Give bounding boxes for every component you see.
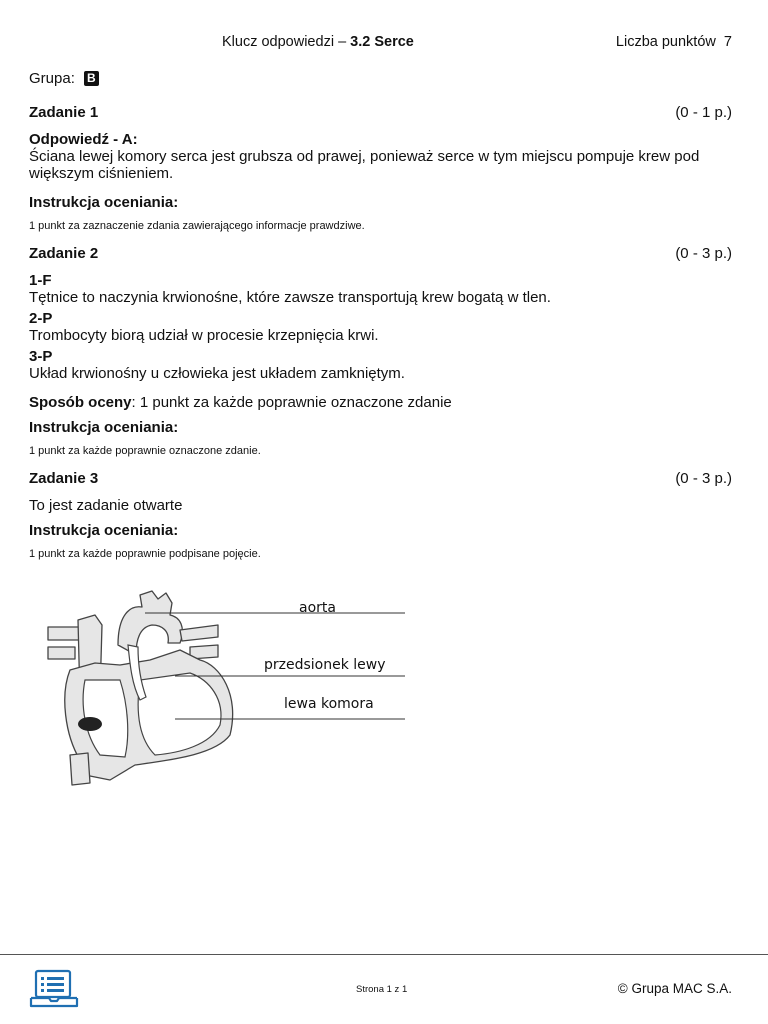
label-aorta: aorta bbox=[299, 600, 336, 616]
task2-instruction-label: Instrukcja oceniania: bbox=[29, 419, 179, 436]
header-title-topic: 3.2 Serce bbox=[350, 34, 414, 50]
heart-vessel-left-upper bbox=[48, 627, 80, 640]
heart-inferior-vena-cava bbox=[70, 753, 90, 785]
task2-item-key: 3-P bbox=[29, 348, 53, 365]
task2-method-text: : 1 punkt za każde poprawnie oznaczone zdanie bbox=[131, 394, 452, 411]
label-left-atrium: przedsionek lewy bbox=[264, 657, 386, 673]
group-label: Grupa: bbox=[29, 70, 75, 87]
copyright: © Grupa MAC S.A. bbox=[617, 981, 732, 996]
task1-instruction-label: Instrukcja oceniania: bbox=[29, 194, 179, 211]
task3-text: To jest zadanie otwarte bbox=[29, 497, 183, 514]
task3-title: Zadanie 3 bbox=[29, 470, 99, 487]
task3-points: (0 - 3 p.) bbox=[675, 470, 732, 487]
header-title bbox=[222, 34, 414, 50]
task2-method-label: Sposób oceny bbox=[29, 394, 132, 411]
footer-divider bbox=[0, 954, 768, 955]
answer-key-content bbox=[29, 104, 732, 561]
task1-answer-text: Ściana lewej komory serca jest grubsza od prawej, ponieważ serce w tym miejscu pompuje krew pod większym ciśnieniem. bbox=[29, 148, 700, 182]
task2-item-text: Układ krwionośny u człowieka jest układem zamkniętym. bbox=[29, 365, 405, 382]
task2-item-key: 2-P bbox=[29, 310, 53, 327]
task2-item-key: 1-F bbox=[29, 272, 52, 289]
header-title-prefix: Klucz odpowiedzi – bbox=[222, 34, 351, 50]
page-number: Strona 1 z 1 bbox=[356, 984, 408, 995]
group-badge: B bbox=[84, 71, 99, 86]
task2-item-text: Tętnice to naczynia krwionośne, które zawsze transportują krew bogatą w tlen. bbox=[29, 289, 551, 306]
task1-answer-label: Odpowiedź - A: bbox=[29, 131, 138, 148]
task1-points: (0 - 1 p.) bbox=[675, 104, 732, 121]
heart-dark-spot bbox=[78, 717, 102, 731]
task3-instruction-text: 1 punkt za każde poprawnie podpisane pojęcie. bbox=[29, 548, 261, 560]
task3-heading bbox=[29, 470, 732, 487]
heart-pulmonary-vein-upper bbox=[180, 625, 218, 641]
task2-items bbox=[29, 272, 732, 382]
task2-heading bbox=[29, 245, 732, 262]
task2-points: (0 - 3 p.) bbox=[675, 245, 732, 262]
label-left-ventricle: lewa komora bbox=[284, 696, 374, 712]
page-header bbox=[29, 34, 732, 54]
heart-diagram bbox=[40, 585, 420, 790]
task2-item-text: Trombocyty biorą udział w procesie krzepnięcia krwi. bbox=[29, 327, 379, 344]
task1-instruction-text: 1 punkt za zaznaczenie zdania zawierającego informacje prawdziwe. bbox=[29, 220, 365, 232]
task2-title: Zadanie 2 bbox=[29, 245, 99, 262]
task2-method bbox=[29, 394, 732, 411]
book-icon bbox=[29, 968, 79, 1010]
task3-instruction-label: Instrukcja oceniania: bbox=[29, 522, 179, 539]
heart-vessel-left-lower bbox=[48, 647, 75, 659]
group-row bbox=[29, 70, 99, 87]
header-points: Liczba punktów 7 bbox=[615, 34, 732, 50]
task1-heading bbox=[29, 104, 732, 121]
task1-title: Zadanie 1 bbox=[29, 104, 99, 121]
task2-instruction-text: 1 punkt za każde poprawnie oznaczone zdanie. bbox=[29, 445, 261, 457]
